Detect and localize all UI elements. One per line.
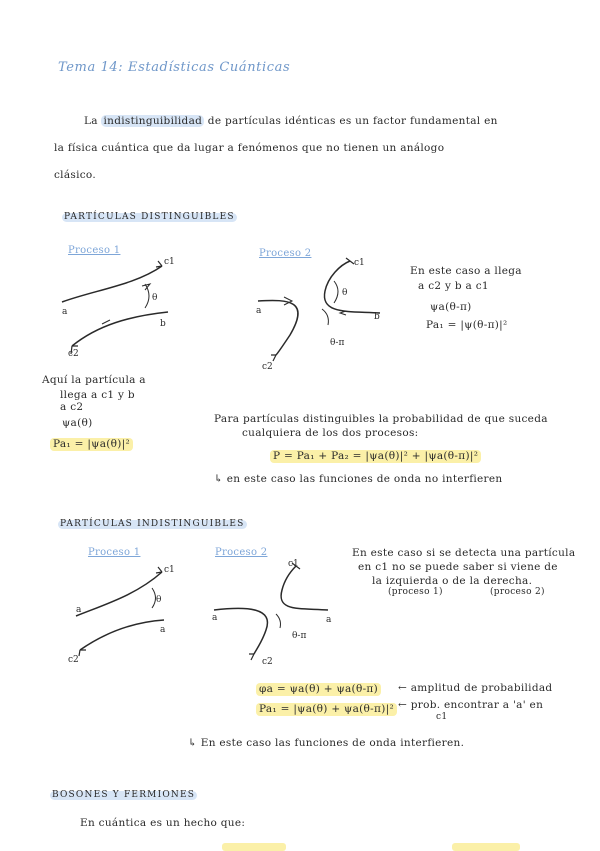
amplitude-label: ← amplitud de probabilidad (398, 682, 553, 694)
label-theta-minus-pi: θ-π (330, 338, 345, 348)
intro-end: de partículas idénticas es un factor fundamental en (207, 115, 498, 127)
label-b: b (160, 319, 166, 329)
indist-note-proc1: (proceso 1) (388, 587, 443, 597)
formula-amplitude: φa = ψa(θ) + ψa(θ-π) (256, 683, 381, 696)
note-p1-line-4: ψa(θ) (62, 417, 93, 429)
label-c2-3: c2 (68, 655, 79, 665)
diagram-indist-process-1 (66, 560, 206, 670)
formula-p1: Pa₁ = |ψa(θ)|² (50, 438, 133, 451)
indist-note-line-2: en c1 no se puede saber si viene de (358, 561, 558, 573)
process-1-label: Proceso 1 (68, 245, 121, 256)
label-a-4: a (212, 613, 218, 623)
probability-label-c1: c1 (436, 712, 448, 722)
label-theta: θ (152, 293, 158, 303)
note-both-line-2: cualquiera de los dos procesos: (242, 427, 419, 439)
bosons-line-1: En cuántica es un hecho que: (80, 817, 246, 829)
label-c1: c1 (164, 257, 175, 267)
label-theta-2: θ (342, 288, 348, 298)
intro-line-2: la física cuántica que da lugar a fenómenos que no tienen un análogo (54, 142, 445, 154)
intro-line-3: clásico. (54, 169, 97, 181)
label-a-4b: a (326, 615, 332, 625)
indist-note-line-3: la izquierda o de la derecha. (372, 575, 533, 587)
intro-highlight: indistinguibilidad (103, 115, 203, 127)
label-a-2: a (256, 306, 262, 316)
note-p1-line-3: a c2 (60, 401, 84, 413)
indist-note-line-1: En este caso si se detecta una partícula (352, 547, 576, 559)
process-1-label-indist: Proceso 1 (88, 547, 141, 558)
conclusion-indistinguishable: ↳ En este caso las funciones de onda interfieren. (188, 737, 465, 749)
indist-note-proc2: (proceso 2) (490, 587, 545, 597)
page-title: Tema 14: Estadísticas Cuánticas (58, 60, 291, 75)
note-p2-line-2: a c2 y b a c1 (418, 280, 489, 292)
section-heading-indistinguishable: PARTÍCULAS INDISTINGUIBLES (60, 519, 245, 529)
diagram-dist-process-2 (250, 255, 410, 375)
cutoff-highlight-2 (452, 843, 520, 851)
formula-probability: Pa₁ = |ψa(θ) + ψa(θ-π)|² (256, 703, 397, 716)
conclusion-distinguishable: ↳ en este caso las funciones de onda no interfieren (214, 473, 503, 485)
label-b-2: b (374, 312, 380, 322)
diagram-dist-process-1 (50, 250, 210, 360)
label-c2-2: c2 (262, 362, 273, 372)
process-2-label-indist: Proceso 2 (215, 547, 268, 558)
cutoff-highlight-1 (222, 843, 286, 851)
note-p2-line-4: Pa₁ = |ψ(θ-π)|² (426, 319, 508, 331)
label-c1-2: c1 (354, 258, 365, 268)
intro-start: La (84, 115, 98, 127)
label-a: a (62, 307, 68, 317)
note-p2-line-1: En este caso a llega (410, 265, 522, 277)
label-c1-4: c1 (288, 559, 299, 569)
label-theta-3: θ (156, 595, 162, 605)
formula-total: P = Pa₁ + Pa₂ = |ψa(θ)|² + |ψa(θ-π)|² (270, 450, 481, 463)
label-a-3: a (76, 605, 82, 615)
label-c2: c2 (68, 349, 79, 359)
section-heading-distinguishable: PARTÍCULAS DISTINGUIBLES (64, 212, 235, 222)
label-c1-3: c1 (164, 565, 175, 575)
section-heading-bosons: BOSONES Y FERMIONES (52, 790, 196, 800)
note-p2-line-3: ψa(θ-π) (430, 301, 472, 313)
note-p1-line-1: Aquí la partícula a (42, 374, 146, 386)
note-both-line-1: Para partículas distinguibles la probabilidad de que suceda (214, 413, 548, 425)
label-theta-minus-pi-4: θ-π (292, 631, 307, 641)
label-c2-4: c2 (262, 657, 273, 667)
process-2-label: Proceso 2 (259, 248, 312, 259)
diagram-indist-process-2 (208, 558, 348, 673)
note-p1-line-2: llega a c1 y b (60, 389, 135, 401)
intro-line-1 (84, 116, 498, 127)
probability-label: ← prob. encontrar a 'a' en (398, 699, 544, 711)
label-a-3b: a (160, 625, 166, 635)
